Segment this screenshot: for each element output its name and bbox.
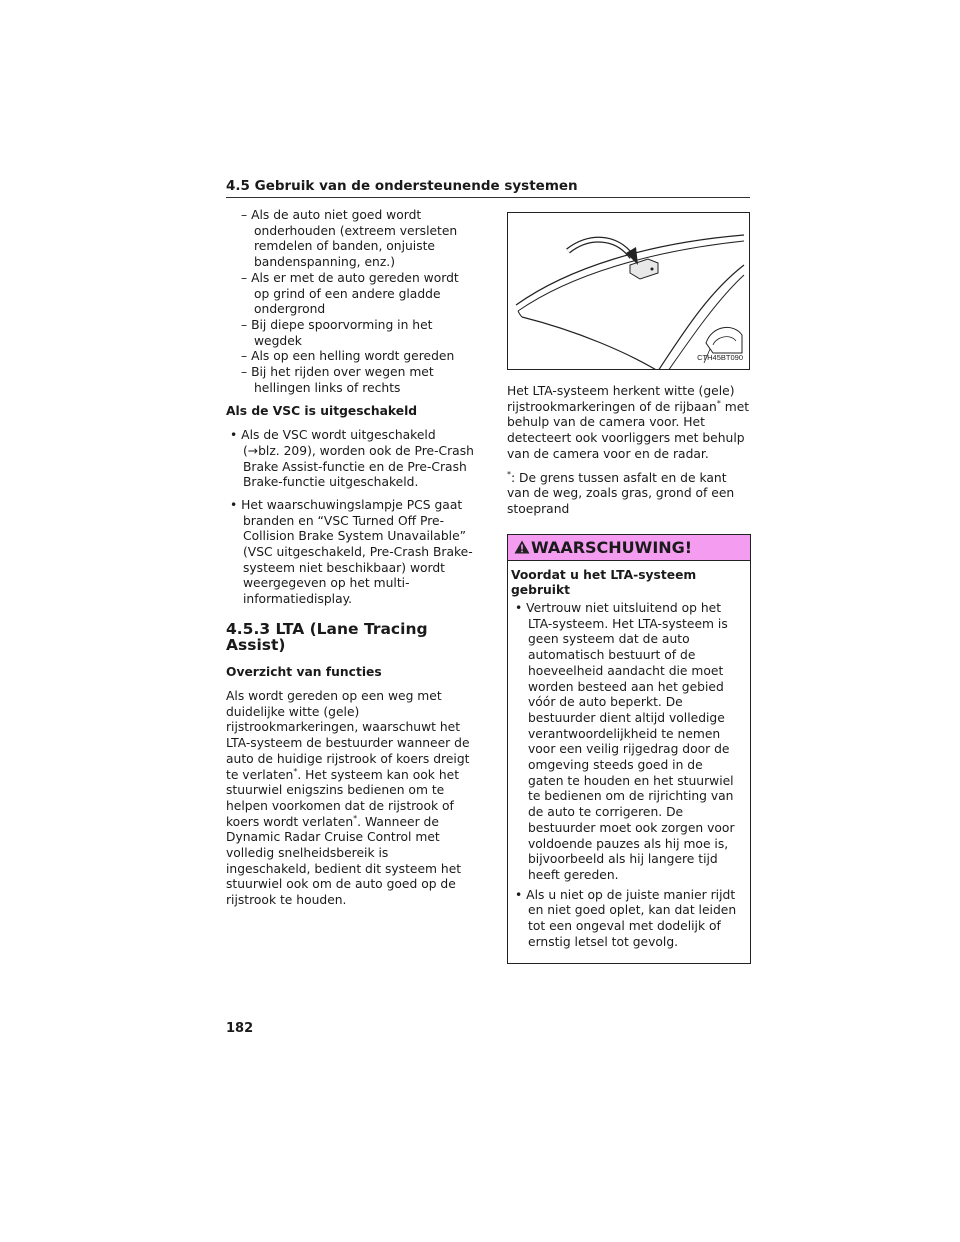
list-item: • Vertrouw niet uitsluitend op het LTA-systeem. Het LTA-systeem is geen systeem dat de auto automatisch bestuurt of de hoeveelheid aandacht die moet worden besteed aan het gebied vóór de auto beperkt. De bestuurder dient altijd volledige verantwoordelijkheid te nemen voor een veilig rijgedrag door de omgeving steeds goed in de gaten te houden en het stuurwiel te bedienen om de rijrichting van de auto te corrigeren. De bestuurder moet ook zorgen voor voldoende pauzes als hij moe is, bijvoorbeeld als hij langere tijd heeft gereden. <box>511 601 742 884</box>
footnote: *: De grens tussen asfalt en de kant van de weg, zoals gras, grond of een stoeprand <box>507 469 735 516</box>
warning-body <box>508 561 750 963</box>
warning-triangle-icon <box>514 536 530 550</box>
list-item: • Het waarschuwingslampje PCS gaat branden en “VSC Turned Off Pre-Collision Brake System Unavailable” (VSC uitgeschakeld, Pre-Crash Brake-systeem niet beschikbaar) wordt weergegeven op het multi-informatiedisplay. <box>226 498 474 608</box>
overview-paragraph: Als wordt gereden op een weg met duidelijke witte (gele) rijstrookmarkeringen, waarschuwt het LTA-systeem de bestuurder wanneer de auto de huidige rijstrook of koers dreigt te verlaten*. Het systeem kan ook het stuurwiel enigszins bedienen om te helpen voorkomen dat de rijstrook of koers wordt verlaten*. Wanneer de Dynamic Radar Cruise Control met volledig snelheidsbereik is ingeschakeld, bedient dit systeem het stuurwiel ook om de auto goed op de rijstrook te houden. <box>226 688 470 908</box>
overview-heading: Overzicht van functies <box>226 665 382 680</box>
warning-box <box>507 534 751 964</box>
warning-heading: Voordat u het LTA-systeem gebruikt <box>511 567 697 598</box>
lta-description: Het LTA-systeem herkent witte (gele) rijstrookmarkeringen of de rijbaan* met behulp van de camera voor. Het detecteert ook voorliggers met behulp van de camera voor en de radar. <box>507 384 750 461</box>
warning-title: WAARSCHUWING! <box>531 537 693 557</box>
right-column <box>507 212 751 964</box>
list-item: – Als de auto niet goed wordt onderhouden (extreem versleten remdelen of banden, onjuiste bandenspanning, enz.) <box>226 208 474 271</box>
section-header: 4.5 Gebruik van de ondersteunende systemen <box>226 178 750 198</box>
warning-header <box>508 535 750 561</box>
figure-code: CTH45BT090 <box>697 353 743 363</box>
windshield-illustration <box>508 213 750 370</box>
list-item: • Als u niet op de juiste manier rijdt en niet goed oplet, kan dat leiden tot een ongeval met dodelijk of ernstig letsel tot gevolg. <box>511 888 742 951</box>
list-item: – Bij het rijden over wegen met hellingen links of rechts <box>226 365 474 396</box>
windshield-camera-figure <box>507 212 750 370</box>
left-column <box>226 208 474 915</box>
page-number: 182 <box>226 1021 254 1036</box>
list-item: – Bij diepe spoorvorming in het wegdek <box>226 318 474 349</box>
list-item: • Als de VSC wordt uitgeschakeld (→blz. 209), worden ook de Pre-Crash Brake Assist-functie en de Pre-Crash Brake-functie uitgeschakeld. <box>226 428 474 491</box>
list-item: – Als er met de auto gereden wordt op grind of een andere gladde ondergrond <box>226 271 474 318</box>
lta-section-title: 4.5.3 LTA (Lane Tracing Assist) <box>226 619 428 654</box>
list-item: – Als op een helling wordt gereden <box>226 349 474 365</box>
vsc-heading: Als de VSC is uitgeschakeld <box>226 404 418 419</box>
